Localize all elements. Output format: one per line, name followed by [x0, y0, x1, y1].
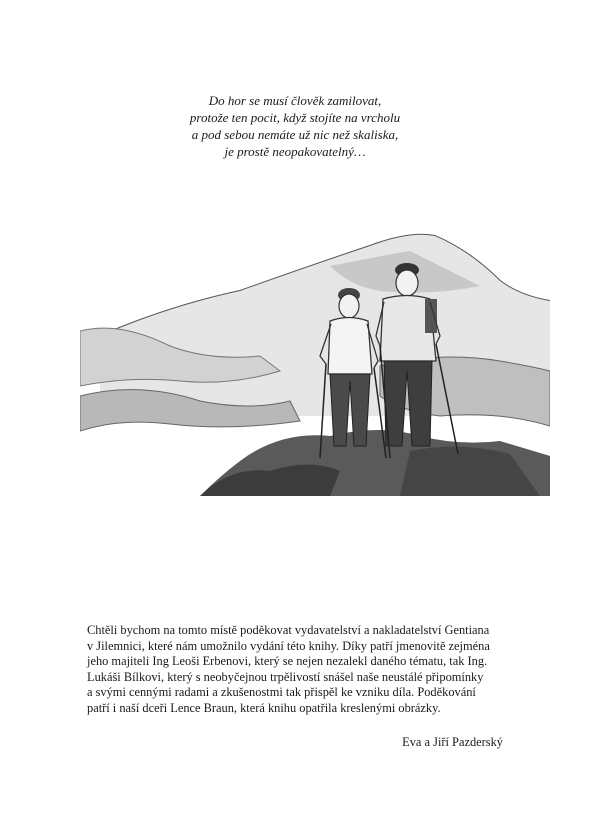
epigraph-line: Do hor se musí člověk zamilovat,	[208, 93, 382, 108]
acknowledgement-paragraph	[87, 623, 503, 716]
epigraph-line: a pod sebou nemáte už nic než skaliska,	[191, 127, 399, 142]
acknowledgement-line: Lukáši Bílkovi, který s neobyčejnou trpělivostí snášel naše neustálé připomínky	[87, 669, 484, 684]
acknowledgement-line: Chtěli bychom na tomto místě poděkovat vydavatelství a nakladatelství Gentiana	[87, 623, 490, 637]
epigraph-line: je prostě neopakovatelný…	[224, 144, 366, 159]
mountain-hikers-illustration	[80, 196, 550, 496]
epigraph-quote	[0, 92, 590, 160]
signature: Eva a Jiří Pazderský	[402, 735, 503, 749]
acknowledgement-line: v Jilemnici, které nám umožnilo vydání této knihy. Díky patří jmenovitě zejména	[87, 638, 490, 653]
epigraph-line: protože ten pocit, když stojíte na vrcholu	[189, 110, 401, 125]
acknowledgement-line: a svými cennými radami a zkušenostmi tak přispěl ke vzniku díla. Poděkování	[87, 685, 476, 699]
acknowledgement-line: jeho majiteli Ing Leoši Erbenovi, který se nejen nezalekl daného tématu, tak Ing.	[87, 654, 488, 668]
acknowledgement-line: patří i naší dceři Lence Braun, která knihu opatřila kreslenými obrázky.	[87, 700, 441, 715]
